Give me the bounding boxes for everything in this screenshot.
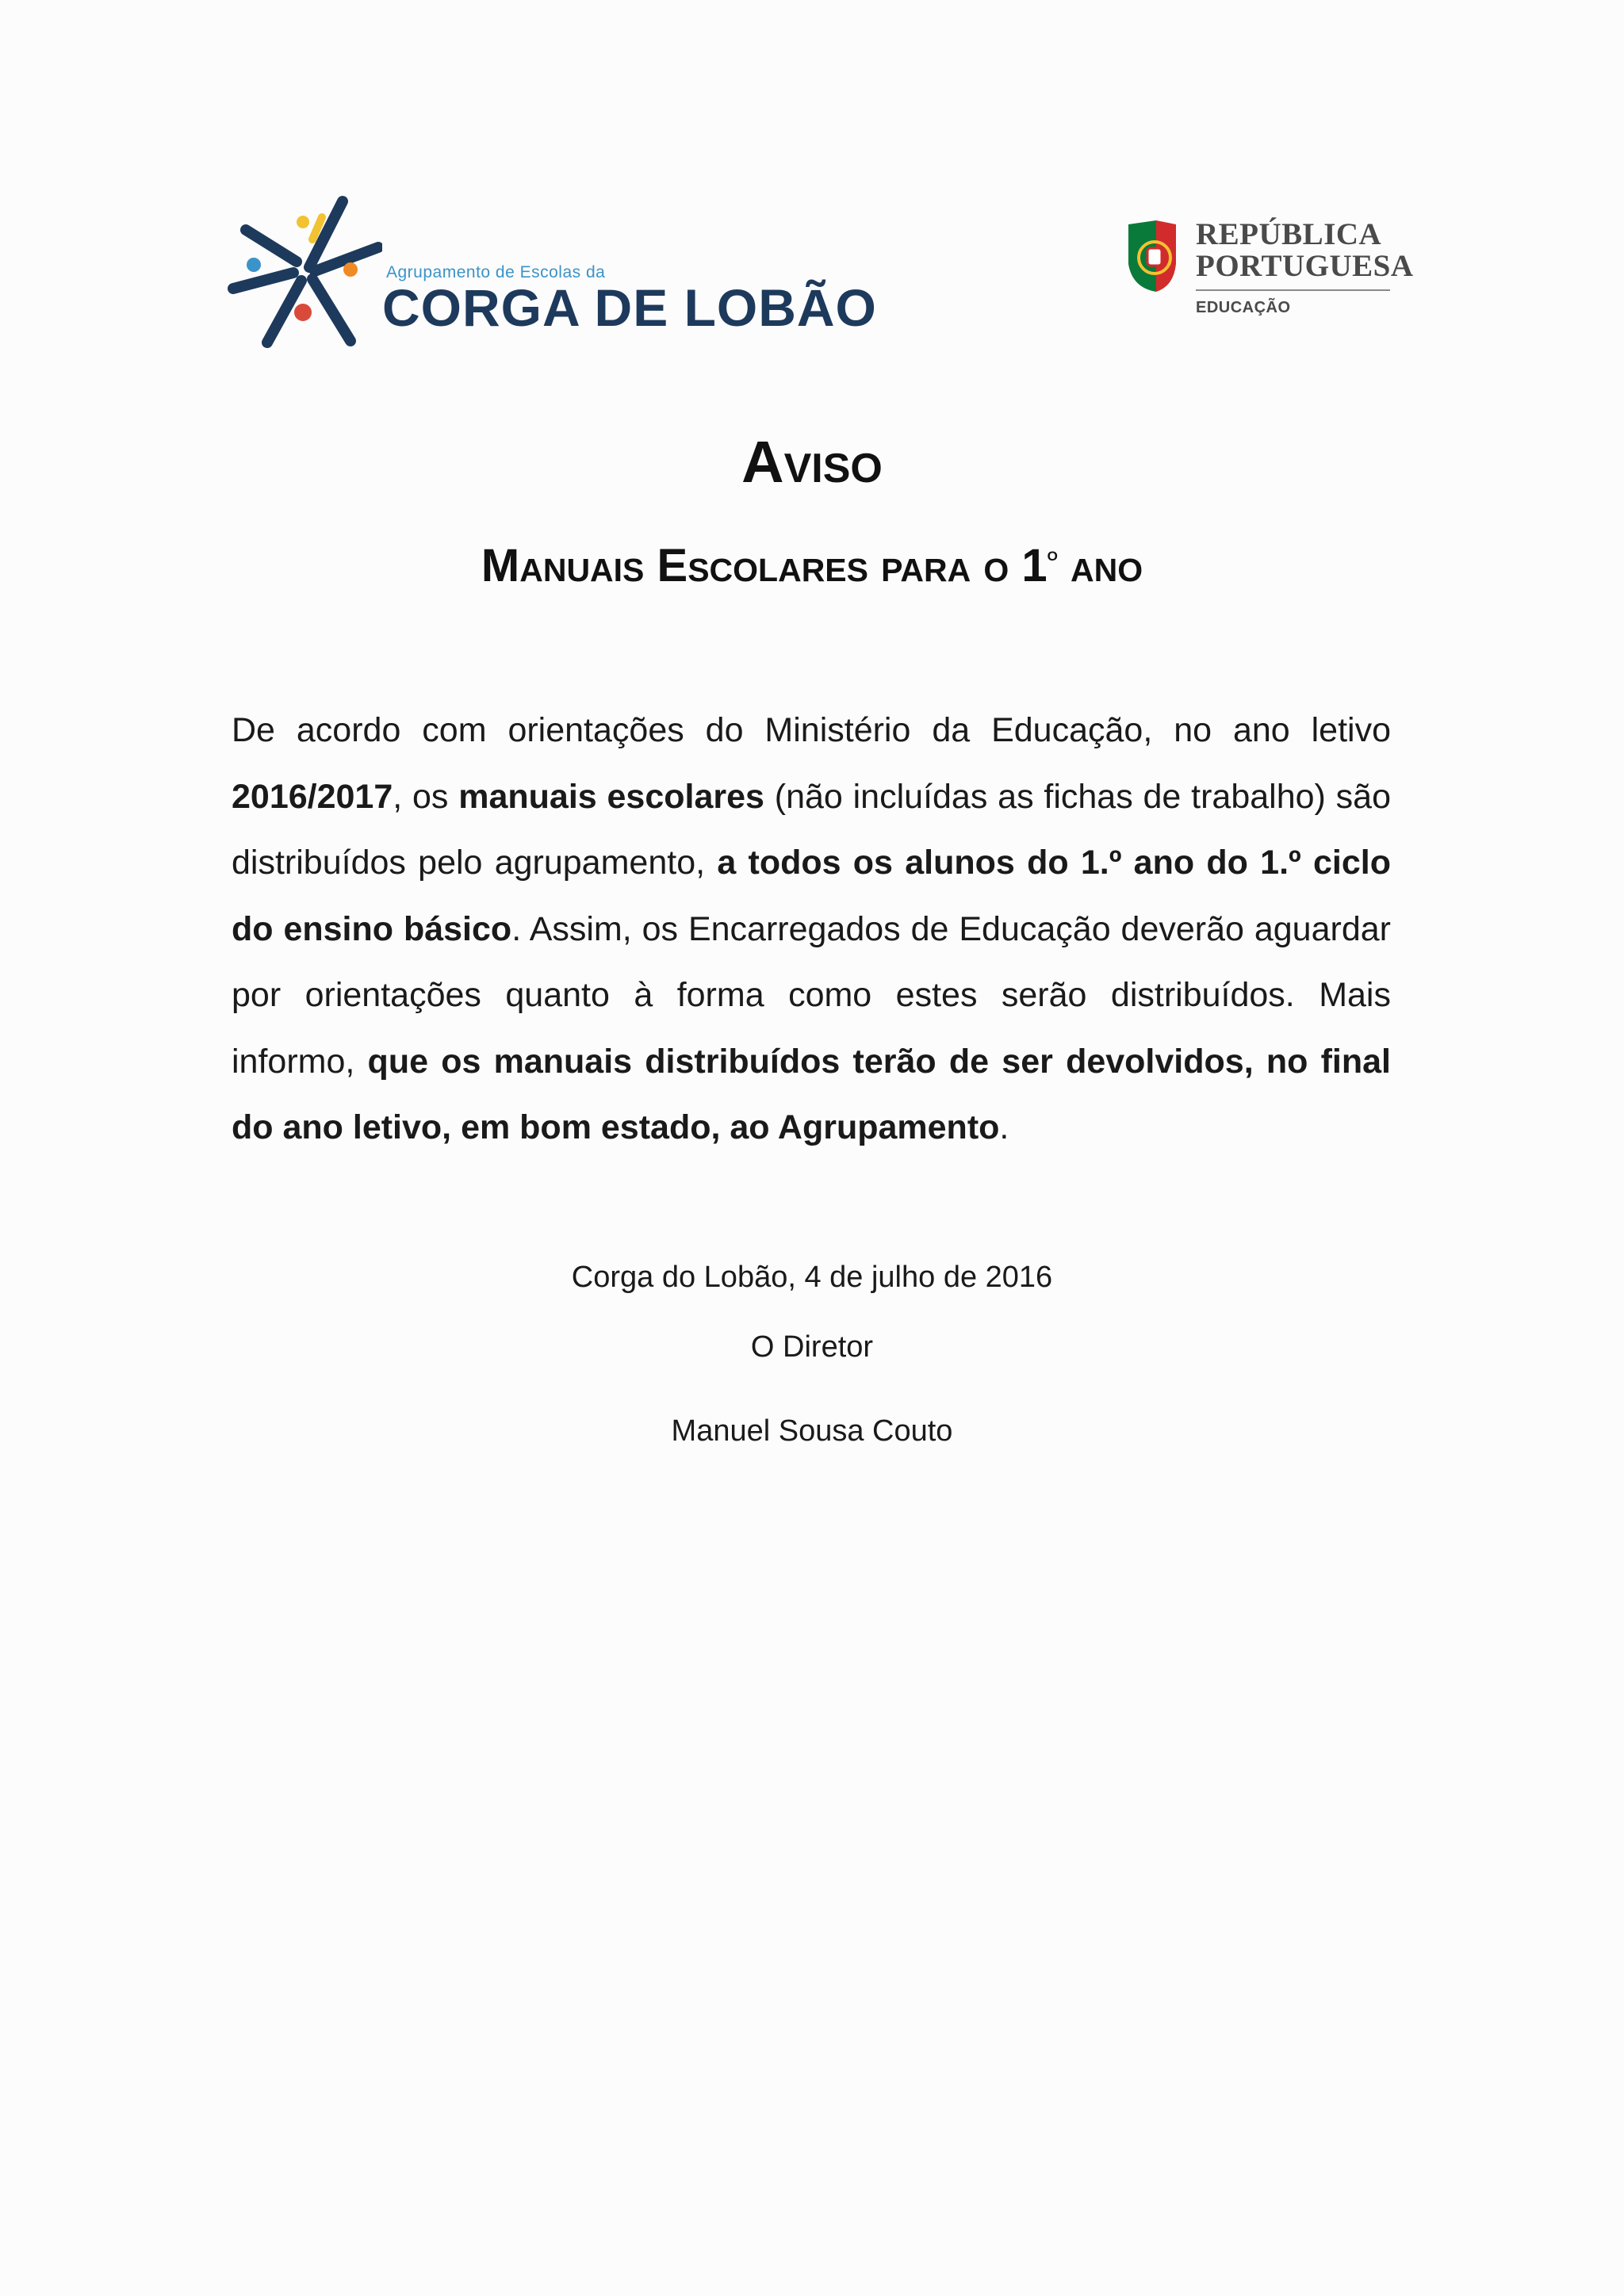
subtitle-text: Manuais Escolares para o 1 — [481, 540, 1048, 591]
body-bold: a todos os alunos do 1.º ano do 1.º ciclo do ensino básico — [232, 844, 1391, 948]
signature-date: Corga do Lobão, 4 de julho de 2016 — [571, 1261, 1053, 1294]
portugal-shield-icon — [1124, 216, 1180, 296]
body-text: . Assim, os Encarregados de Educação deverão aguardar por orientações quanto à forma como estes serão distribuídos. Mais informo, — [232, 909, 1391, 1081]
school-logo-subtitle: Agrupamento de Escolas da — [386, 263, 606, 281]
ministry-label: EDUCAÇÃO — [1196, 299, 1291, 316]
page-title: Aviso — [741, 429, 883, 495]
subtitle-ordinal: o — [1047, 544, 1058, 565]
republic-line-2: PORTUGUESA — [1196, 249, 1414, 283]
school-logo — [224, 184, 877, 358]
school-logo-name: CORGA DE LOBÃO — [382, 278, 877, 337]
signature-role: O Diretor — [750, 1330, 874, 1364]
body-text: (não incluídas as fichas de trabalho) são distribuídos pelo agrupamento, — [232, 777, 1391, 882]
page-subtitle — [0, 539, 1624, 592]
body-bold: que os manuais distribuídos terão de ser devolvidos, no final do ano letivo, em bom estado, ao Agrupamento — [232, 1042, 1391, 1146]
subtitle-after: ano — [1057, 540, 1143, 591]
signature-name: Manuel Sousa Couto — [671, 1414, 953, 1448]
body-text: , os — [393, 777, 459, 816]
logo-divider — [1196, 289, 1390, 291]
body-bold: 2016/2017 — [232, 777, 393, 816]
notice-paragraph — [232, 698, 1391, 1161]
sunburst-logo-icon — [224, 184, 382, 350]
body-text: De acordo com orientações do Ministério da Educação, no ano letivo — [232, 711, 1391, 749]
republic-line-1: REPÚBLICA — [1196, 217, 1382, 251]
government-logo — [1116, 210, 1414, 329]
body-bold: manuais escolares — [458, 777, 764, 816]
body-text: . — [999, 1108, 1009, 1146]
